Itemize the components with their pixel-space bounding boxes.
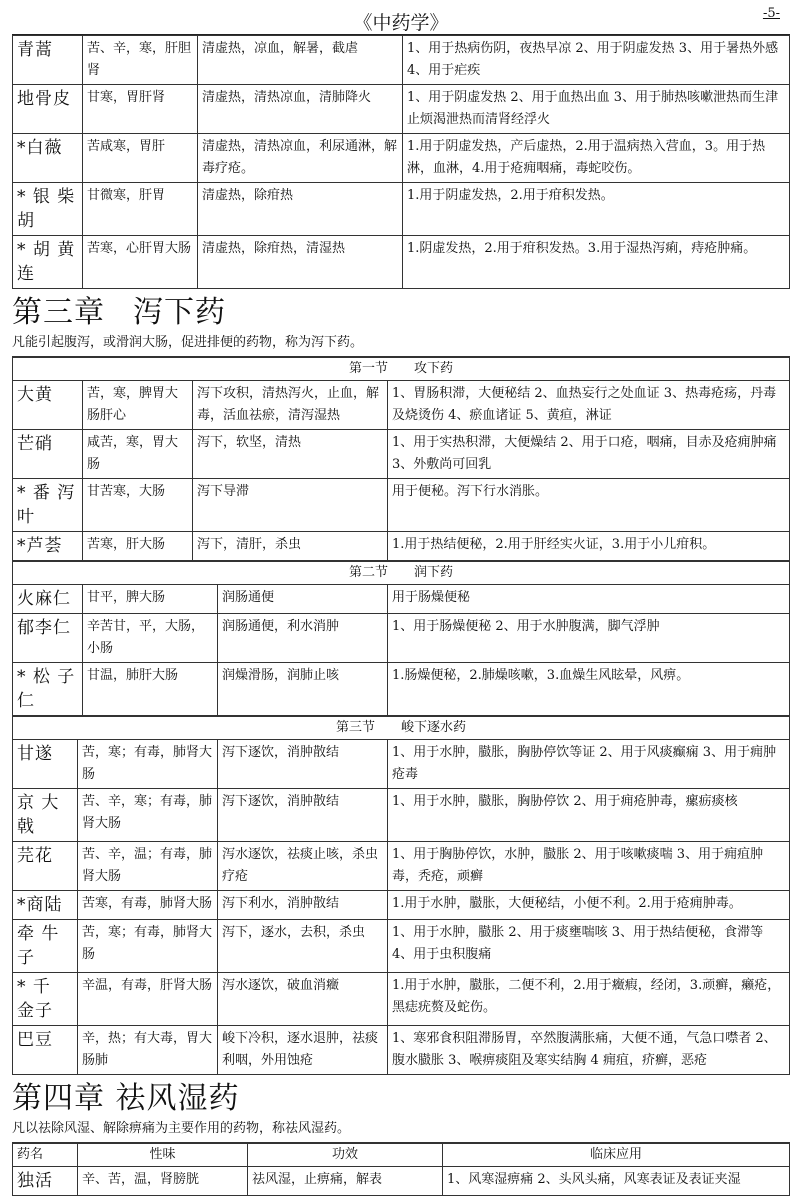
table-row [13, 585, 790, 614]
herb-name: 牵 牛子 [13, 920, 78, 973]
column-header-usage: 临床应用 [443, 1144, 790, 1167]
table-row [13, 134, 790, 183]
column-header-nature: 性味 [78, 1144, 248, 1167]
herb-nature: 辛苦甘，平，大肠，小肠 [83, 614, 218, 663]
herb-nature: 辛，热；有大毒，胃大肠肺 [78, 1026, 218, 1075]
herb-nature: 甘微寒，肝胃 [83, 183, 198, 236]
herb-nature: 甘平，脾大肠 [83, 585, 218, 614]
section-row [13, 717, 790, 740]
page-header [12, 0, 790, 35]
herb-effect: 泻水逐饮，祛痰止咳，杀虫疗疮 [218, 842, 388, 891]
table-row [13, 842, 790, 891]
herb-nature: 苦寒，心肝胃大肠 [83, 236, 198, 289]
column-header-name: 药名 [13, 1144, 78, 1167]
table-row [13, 973, 790, 1026]
herb-name: * 胡 黄连 [13, 236, 83, 289]
herb-name: 青蒿 [13, 36, 83, 85]
herb-name: *白薇 [13, 134, 83, 183]
herb-nature: 咸苦，寒，胃大肠 [83, 430, 193, 479]
herb-name: *商陆 [13, 891, 78, 920]
herb-usage: 1、用于水肿，臌胀，胸胁停饮 2、用于痈疮肿毒，瘰疬痰核 [388, 789, 790, 842]
herb-effect: 峻下冷积，逐水退肿，祛痰利咽，外用蚀疮 [218, 1026, 388, 1075]
page-number: -5- [762, 6, 780, 21]
herb-name: 地骨皮 [13, 85, 83, 134]
table-body [13, 36, 790, 289]
table-body [13, 1144, 790, 1196]
herb-effect: 泻下利水，消肿散结 [218, 891, 388, 920]
herb-nature: 辛、苦，温，肾膀胱 [78, 1167, 248, 1196]
section-title: 第一节 攻下药 [13, 358, 790, 381]
table-row [13, 789, 790, 842]
herb-effect: 泻下逐饮，消肿散结 [218, 789, 388, 842]
herb-usage: 1.用于阴虚发热，产后虚热，2.用于温病热入营血，3。用于热淋，血淋，4.用于疮痈咽痛，毒蛇咬伤。 [403, 134, 790, 183]
herb-effect: 清虚热，清热凉血，利尿通淋，解毒疗疮。 [198, 134, 403, 183]
chapter-number: 第三章 [12, 295, 105, 330]
herb-nature: 苦，寒；有毒，肺肾大肠 [78, 920, 218, 973]
herb-usage: 1.用于热结便秘，2.用于肝经实火证，3.用于小儿疳积。 [388, 532, 790, 561]
herb-usage: 1.用于水肿，臌胀，大便秘结，小便不利。2.用于疮痈肿毒。 [388, 891, 790, 920]
herb-effect: 泻下，逐水，去积，杀虫 [218, 920, 388, 973]
herb-usage: 1、用于阴虚发热 2、用于血热出血 3、用于肺热咳嗽泄热而生津止烦渴泄热而清肾经浮火 [403, 85, 790, 134]
herb-usage: 1、胃肠积滞，大便秘结 2、血热妄行之处血证 3、热毒疮疡，丹毒及烧烫伤 4、瘀血诸证 5、黄疸，淋证 [388, 381, 790, 430]
herb-name: * 松 子仁 [13, 663, 83, 716]
table-body [13, 358, 790, 561]
herb-nature: 甘温，肺肝大肠 [83, 663, 218, 716]
herb-nature: 苦、辛，寒，肝胆肾 [83, 36, 198, 85]
herb-name: * 银 柴胡 [13, 183, 83, 236]
herb-usage: 1、风寒湿痹痛 2、头风头痛，风寒表证及表证夹湿 [443, 1167, 790, 1196]
herb-name: * 番 泻叶 [13, 479, 83, 532]
table-row [13, 532, 790, 561]
herb-effect: 润肠通便，利水消肿 [218, 614, 388, 663]
herb-usage: 用于便秘。泻下行水消胀。 [388, 479, 790, 532]
herb-nature: 苦寒，有毒，肺肾大肠 [78, 891, 218, 920]
chapter-4-intro: 凡以祛除风湿、解除痹痛为主要作用的药物，称祛风湿药。 [12, 1119, 790, 1143]
herb-name: *芦荟 [13, 532, 83, 561]
herb-usage: 1、寒邪食积阻滞肠胃，卒然腹满胀痛，大便不通，气急口噤者 2、腹水臌胀 3、喉痹痰阻及寒实结胸 4 痈疽，疥癣，恶疮 [388, 1026, 790, 1075]
herb-usage: 用于肠燥便秘 [388, 585, 790, 614]
herb-usage: 1、用于实热积滞，大便燥结 2、用于口疮，咽痛，目赤及疮痈肿痛 3、外敷尚可回乳 [388, 430, 790, 479]
herb-effect: 泻下逐饮，消肿散结 [218, 740, 388, 789]
herb-effect: 泻下攻积，清热泻火，止血，解毒，活血祛瘀，清泻湿热 [193, 381, 388, 430]
herb-name: 甘遂 [13, 740, 78, 789]
chapter-number: 第四章 [12, 1081, 105, 1116]
herb-effect: 清虚热，清热凉血，清肺降火 [198, 85, 403, 134]
header-row [13, 1144, 790, 1167]
herb-effect: 泻下导滞 [193, 479, 388, 532]
herb-usage: 1.用于阴虚发热，2.用于疳积发热。 [403, 183, 790, 236]
herb-name: * 千 金子 [13, 973, 78, 1026]
herb-effect: 清虚热，凉血，解暑，截虐 [198, 36, 403, 85]
table-row [13, 183, 790, 236]
table-row [13, 85, 790, 134]
herb-effect: 泻下，软坚，清热 [193, 430, 388, 479]
herb-usage: 1.肠燥便秘，2.肺燥咳嗽，3.血燥生风眩晕，风痹。 [388, 663, 790, 716]
table-row [13, 891, 790, 920]
herb-effect: 清虚热，除疳热，清湿热 [198, 236, 403, 289]
herb-usage: 1、用于肠燥便秘 2、用于水肿腹满，脚气浮肿 [388, 614, 790, 663]
table-row [13, 740, 790, 789]
herb-effect: 润肠通便 [218, 585, 388, 614]
herb-name: 火麻仁 [13, 585, 83, 614]
table-body [13, 562, 790, 716]
table-laxative [12, 561, 790, 716]
herb-nature: 辛温，有毒，肝肾大肠 [78, 973, 218, 1026]
table-wind-damp [12, 1143, 790, 1196]
table-row [13, 430, 790, 479]
herb-usage: 1.用于水肿，臌胀，二便不利，2.用于癥瘕，经闭，3.顽癣，癞疮，黑痣疣赘及蛇伤。 [388, 973, 790, 1026]
table-row [13, 36, 790, 85]
table-clear-deficiency-heat [12, 35, 790, 289]
page [12, 0, 790, 1196]
herb-usage: 1、用于热病伤阴，夜热早凉 2、用于阴虚发热 3、用于暑热外感 4、用于疟疾 [403, 36, 790, 85]
chapter-title: 泻下药 [133, 295, 226, 330]
herb-usage: 1、用于水肿，臌胀 2、用于痰壅喘咳 3、用于热结便秘，食滞等 4、用于虫积腹痛 [388, 920, 790, 973]
table-row [13, 479, 790, 532]
herb-name: 芒硝 [13, 430, 83, 479]
herb-nature: 甘寒，胃肝肾 [83, 85, 198, 134]
table-row [13, 381, 790, 430]
section-title: 第二节 润下药 [13, 562, 790, 585]
table-drastic-water [12, 716, 790, 1075]
herb-nature: 苦咸寒，胃肝 [83, 134, 198, 183]
herb-usage: 1、用于水肿，臌胀，胸胁停饮等证 2、用于风痰癫痫 3、用于痈肿疮毒 [388, 740, 790, 789]
herb-usage: 1、用于胸胁停饮，水肿，臌胀 2、用于咳嗽痰喘 3、用于痈疽肿毒，秃疮，顽癣 [388, 842, 790, 891]
herb-nature: 苦寒，肝大肠 [83, 532, 193, 561]
chapter-3-intro: 凡能引起腹泻，或滑润大肠，促进排便的药物，称为泻下药。 [12, 333, 790, 357]
chapter-4-heading [12, 1079, 790, 1119]
herb-nature: 甘苦寒，大肠 [83, 479, 193, 532]
table-row [13, 663, 790, 716]
table-row [13, 236, 790, 289]
section-title: 第三节 峻下逐水药 [13, 717, 790, 740]
table-row [13, 1026, 790, 1075]
herb-nature: 苦，寒；有毒，肺肾大肠 [78, 740, 218, 789]
table-row [13, 614, 790, 663]
herb-effect: 润燥滑肠，润肺止咳 [218, 663, 388, 716]
table-body [13, 717, 790, 1075]
herb-name: 大黄 [13, 381, 83, 430]
section-row [13, 562, 790, 585]
chapter-title: 祛风湿药 [115, 1081, 240, 1116]
section-row [13, 358, 790, 381]
herb-nature: 苦、辛，寒；有毒，肺肾大肠 [78, 789, 218, 842]
chapter-3-heading [12, 293, 790, 333]
herb-effect: 祛风湿，止痹痛，解表 [248, 1167, 443, 1196]
herb-name: 巴豆 [13, 1026, 78, 1075]
herb-name: 独活 [13, 1167, 78, 1196]
book-title: 《中药学》 [353, 12, 449, 34]
herb-effect: 泻水逐饮，破血消癥 [218, 973, 388, 1026]
herb-nature: 苦、辛，温；有毒，肺肾大肠 [78, 842, 218, 891]
herb-nature: 苦，寒，脾胃大肠肝心 [83, 381, 193, 430]
column-header-effect: 功效 [248, 1144, 443, 1167]
herb-effect: 泻下，清肝，杀虫 [193, 532, 388, 561]
herb-effect: 清虚热，除疳热 [198, 183, 403, 236]
herb-name: 芫花 [13, 842, 78, 891]
herb-name: 郁李仁 [13, 614, 83, 663]
herb-usage: 1.阴虚发热，2.用于疳积发热。3.用于湿热泻痢，痔疮肿痛。 [403, 236, 790, 289]
table-row [13, 1167, 790, 1196]
table-purgative [12, 357, 790, 561]
table-row [13, 920, 790, 973]
herb-name: 京 大戟 [13, 789, 78, 842]
